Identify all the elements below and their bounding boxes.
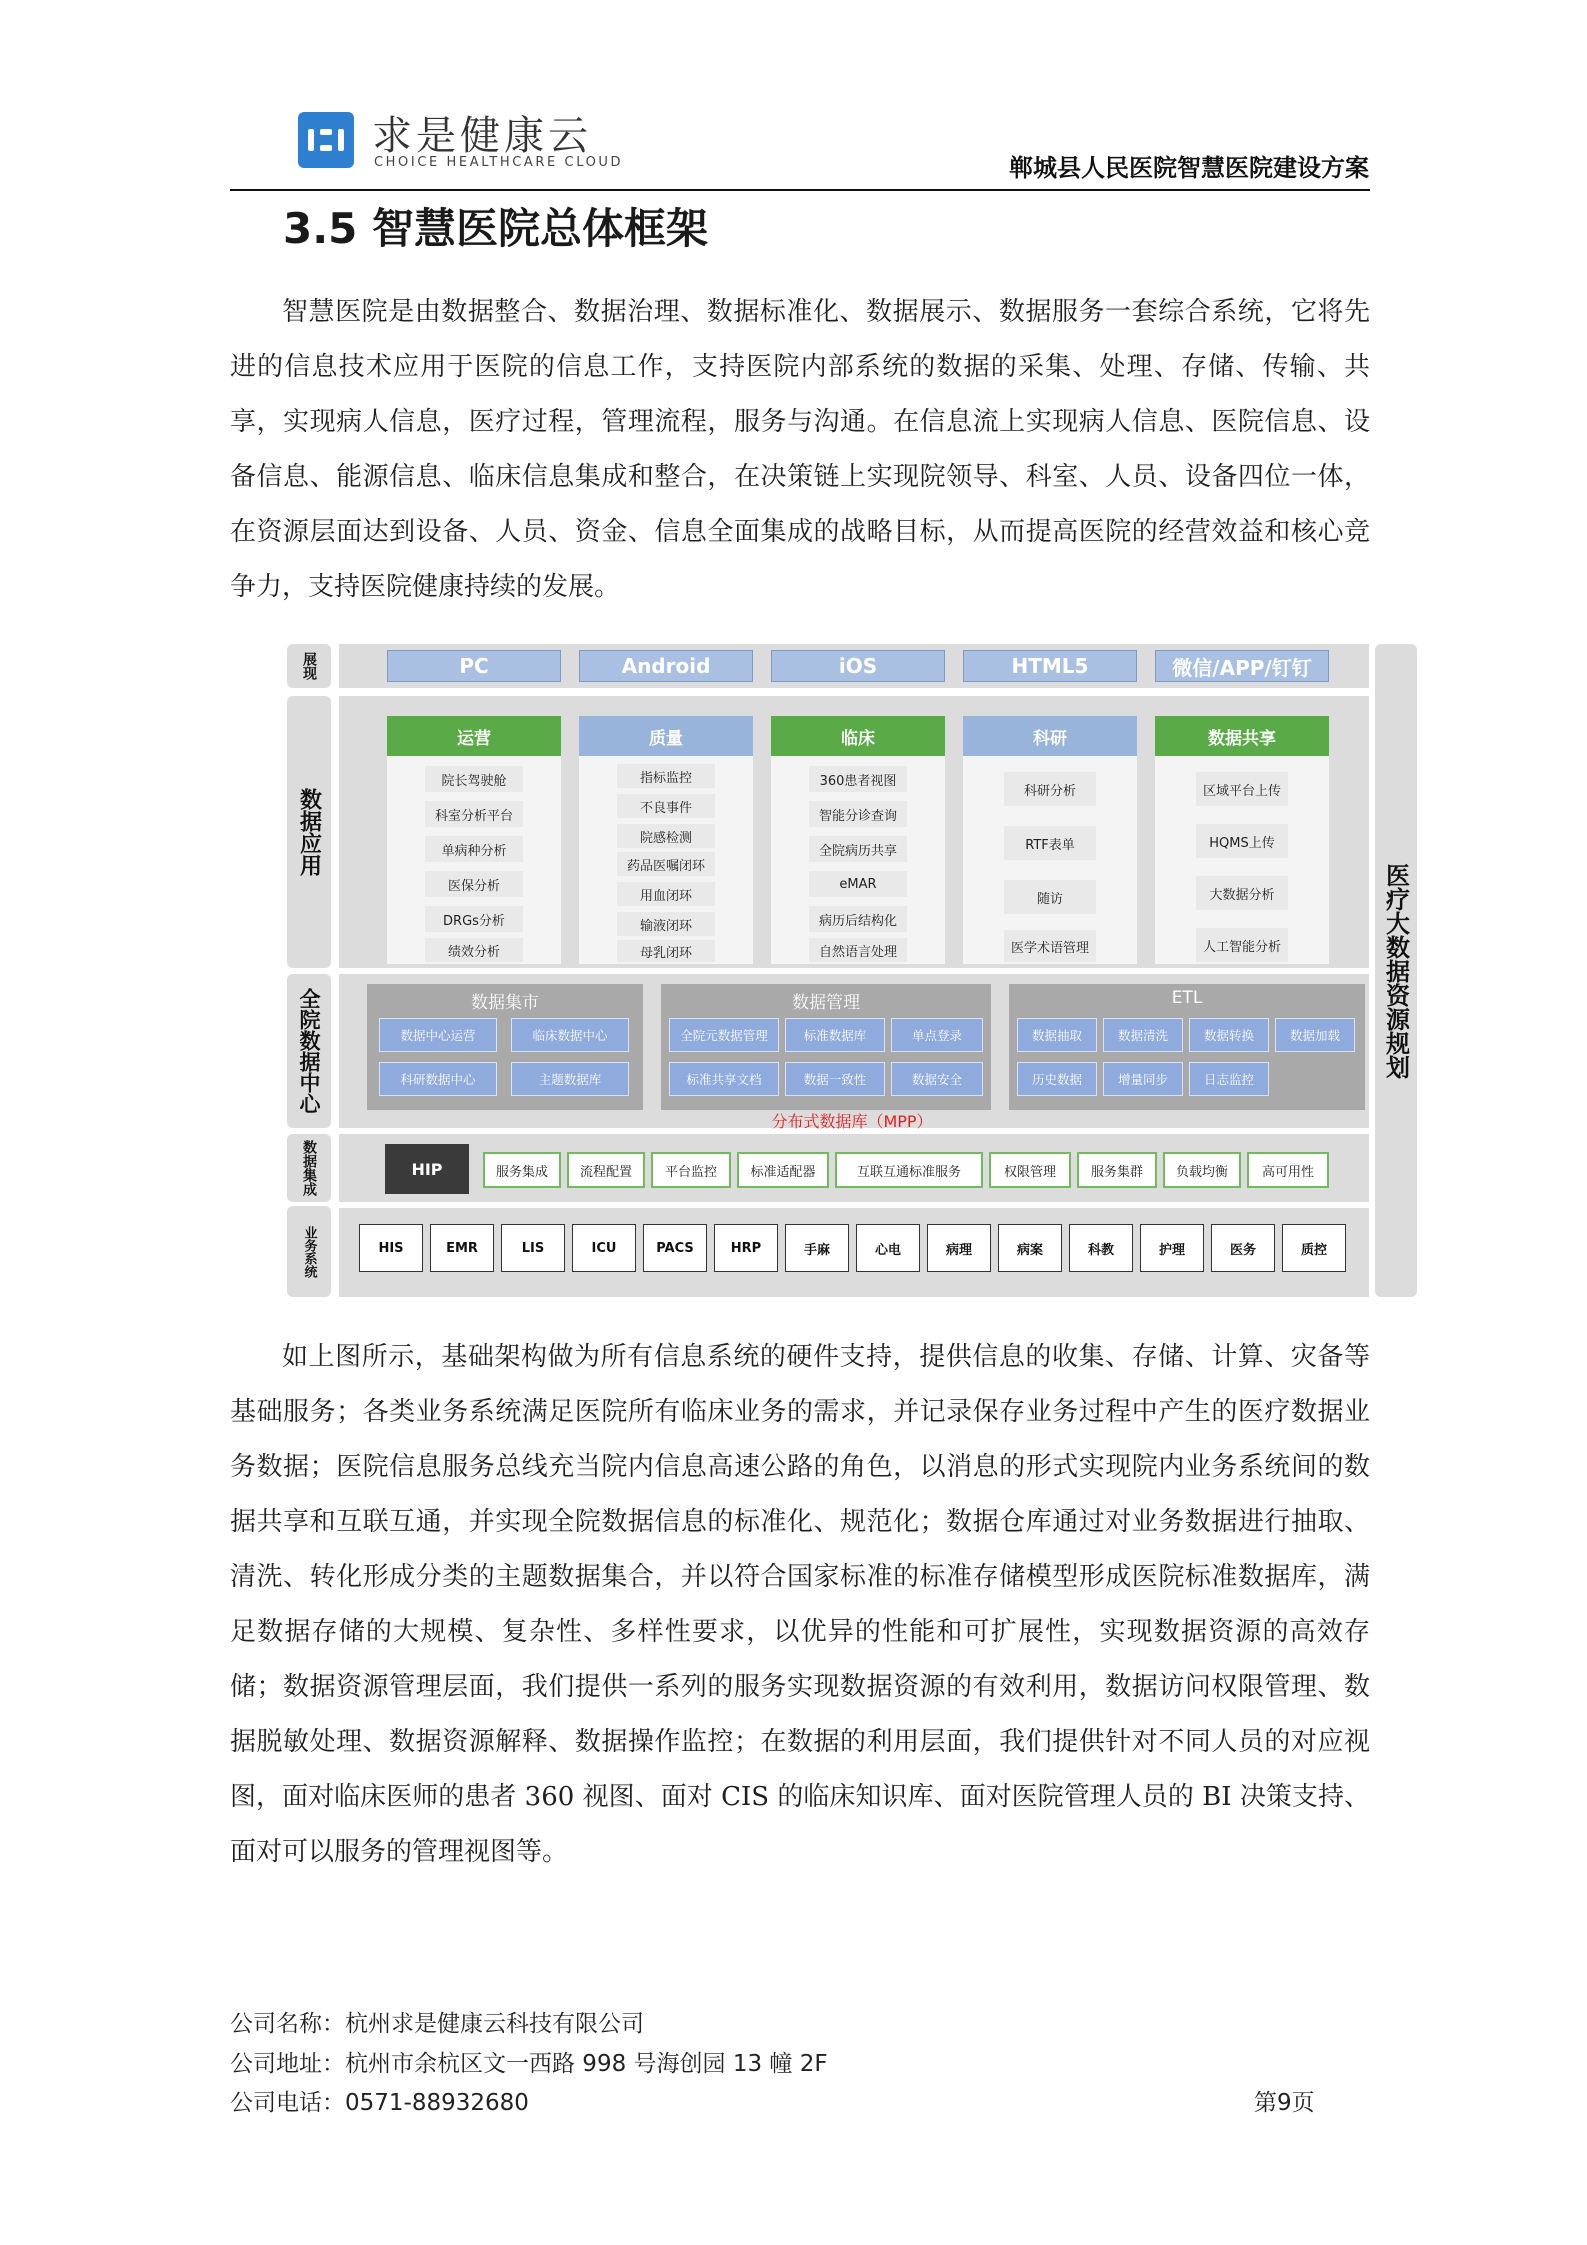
app-item: 病历后结构化	[809, 906, 907, 932]
app-item: 360患者视图	[809, 766, 907, 792]
dc-cell: 日志监控	[1189, 1062, 1269, 1096]
app-item: 大数据分析	[1196, 876, 1288, 910]
app-item: 全院病历共享	[809, 836, 907, 862]
layer-label-business: 业务系统	[287, 1206, 331, 1297]
app-item: 输液闭环	[617, 912, 715, 936]
integration-item: 权限管理	[989, 1152, 1071, 1188]
app-item: 随访	[1004, 880, 1096, 914]
integration-item: 服务集成	[483, 1152, 561, 1188]
hip-box: HIP	[385, 1144, 469, 1194]
integration-item: 负载均衡	[1163, 1152, 1241, 1188]
dc-group-title: 数据管理	[792, 993, 860, 1013]
integration-item: 标准适配器	[737, 1152, 829, 1188]
dc-group-datamanagement	[661, 984, 991, 1110]
dc-cell: 全院元数据管理	[669, 1018, 779, 1052]
app-item: 智能分诊查询	[809, 801, 907, 827]
footer-company-phone: 公司电话：0571-88932680	[230, 2090, 529, 2116]
biz-system: 心电	[856, 1224, 920, 1272]
app-item: HQMS上传	[1196, 824, 1288, 858]
dc-cell: 标准数据库	[785, 1018, 885, 1052]
logo-subtitle: CHOICE HEALTHCARE CLOUD	[374, 155, 624, 170]
paragraph-intro: 智慧医院是由数据整合、数据治理、数据标准化、数据展示、数据服务一套综合系统，它将先进的信息技术应用于医院的信息工作，支持医院内部系统的数据的采集、处理、存储、传输、共享，实现病人信息，医疗过程，管理流程，服务与沟通。在信息流上实现病人信息、医院信息、设备信息、能源信息、临床信息集成和整合，在决策链上实现院领导、科室、人员、设备四位一体，在资源层面达到设备、人员、资金、信息全面集成的战略目标，从而提高医院的经营效益和核心竞争力，支持医院健康持续的发展。	[230, 297, 1370, 602]
biz-system: 护理	[1140, 1224, 1204, 1272]
dc-cell: 标准共享文档	[669, 1062, 779, 1096]
app-item: 用血闭环	[617, 882, 715, 906]
integration-item: 高可用性	[1247, 1152, 1329, 1188]
dc-cell: 数据抽取	[1017, 1018, 1097, 1052]
section-title: 3.5 智慧医院总体框架	[283, 204, 709, 253]
architecture-diagram	[287, 644, 1417, 1297]
app-item: 绩效分析	[425, 938, 523, 962]
app-column-datasharing	[1155, 716, 1329, 964]
app-item: DRGs分析	[425, 906, 523, 932]
dc-cell: 增量同步	[1103, 1062, 1183, 1096]
app-item: 人工智能分析	[1196, 928, 1288, 962]
logo-name: 求是健康云	[372, 113, 592, 159]
app-item: 母乳闭环	[617, 940, 715, 962]
layer-label-display: 展现	[287, 644, 331, 688]
display-ios: iOS	[771, 650, 945, 682]
integration-item: 流程配置	[567, 1152, 645, 1188]
display-html5: HTML5	[963, 650, 1137, 682]
app-column-research	[963, 716, 1137, 964]
app-item: 药品医嘱闭环	[617, 852, 715, 876]
biz-system: 科教	[1069, 1224, 1133, 1272]
app-item: 单病种分析	[425, 836, 523, 862]
app-column-operations	[387, 716, 561, 964]
column-title: 运营	[387, 716, 561, 756]
biz-system: 病理	[927, 1224, 991, 1272]
column-title: 临床	[771, 716, 945, 756]
app-item: 区域平台上传	[1196, 772, 1288, 806]
biz-system: 病案	[998, 1224, 1062, 1272]
app-item: RTF表单	[1004, 826, 1096, 860]
biz-system: 质控	[1282, 1224, 1346, 1272]
footer-company-address: 公司地址：杭州市余杭区文一西路 998 号海创园 13 幢 2F	[230, 2051, 828, 2077]
biz-system: EMR	[430, 1224, 494, 1272]
column-title: 科研	[963, 716, 1137, 756]
app-item: 院长驾驶舱	[425, 766, 523, 792]
dc-cell: 历史数据	[1017, 1062, 1097, 1096]
integration-item: 平台监控	[651, 1152, 731, 1188]
dc-group-title: 数据集市	[471, 993, 539, 1013]
mpp-label: 分布式数据库（MPP）	[771, 1112, 933, 1131]
integration-item: 互联互通标准服务	[835, 1152, 983, 1188]
dc-cell: 数据转换	[1189, 1018, 1269, 1052]
biz-system: HRP	[714, 1224, 778, 1272]
app-item: 科室分析平台	[425, 801, 523, 827]
layer-label-integration: 数据集成	[287, 1134, 331, 1202]
dc-cell: 主题数据库	[511, 1062, 629, 1096]
page-number: 第9页	[1254, 2090, 1315, 2116]
dc-cell: 数据中心运营	[379, 1018, 497, 1052]
app-item: 医保分析	[425, 871, 523, 897]
biz-system: PACS	[643, 1224, 707, 1272]
biz-system: LIS	[501, 1224, 565, 1272]
app-item: 指标监控	[617, 764, 715, 788]
dc-cell: 科研数据中心	[379, 1062, 497, 1096]
biz-system: 手麻	[785, 1224, 849, 1272]
display-wechat-app: 微信/APP/钉钉	[1155, 650, 1329, 682]
dc-cell: 单点登录	[891, 1018, 983, 1052]
document-title: 郸城县人民医院智慧医院建设方案	[1009, 154, 1369, 182]
app-item: 自然语言处理	[809, 938, 907, 962]
company-logo-icon	[298, 112, 354, 168]
biz-system: ICU	[572, 1224, 636, 1272]
app-item: eMAR	[809, 871, 907, 897]
app-column-quality	[579, 716, 753, 964]
column-title: 数据共享	[1155, 716, 1329, 756]
biz-system: HIS	[359, 1224, 423, 1272]
dc-group-etl	[1009, 984, 1365, 1110]
dc-group-datamart	[367, 984, 643, 1110]
integration-item: 服务集群	[1077, 1152, 1157, 1188]
app-item: 院感检测	[617, 824, 715, 848]
app-item: 医学术语管理	[1004, 930, 1096, 962]
dc-cell: 数据清洗	[1103, 1018, 1183, 1052]
column-title: 质量	[579, 716, 753, 756]
biz-system: 医务	[1211, 1224, 1275, 1272]
right-label-bigdata: 医疗大数据资源规划	[1375, 644, 1417, 1297]
footer-company-name: 公司名称：杭州求是健康云科技有限公司	[230, 2011, 644, 2037]
layer-label-app: 数据应用	[287, 696, 331, 968]
dc-cell: 数据安全	[891, 1062, 983, 1096]
paragraph-explanation: 如上图所示，基础架构做为所有信息系统的硬件支持，提供信息的收集、存储、计算、灾备等基础服务；各类业务系统满足医院所有临床业务的需求，并记录保存业务过程中产生的医疗数据业务数据；医院信息服务总线充当院内信息高速公路的角色，以消息的形式实现院内业务系统间的数据共享和互联互通，并实现全院数据信息的标准化、规范化；数据仓库通过对业务数据进行抽取、清洗、转化形成分类的主题数据集合，并以符合国家标准的标准存储模型形成医院标准数据库，满足数据存储的大规模、复杂性、多样性要求，以优异的性能和可扩展性，实现数据资源的高效存储；数据资源管理层面，我们提供一系列的服务实现数据资源的有效利用，数据访问权限管理、数据脱敏处理、数据资源解释、数据操作监控；在数据的利用层面，我们提供针对不同人员的对应视图，面对临床医师的患者 360 视图、面对 CIS 的临床知识库、面对医院管理人员的 BI 决策支持、面对可以服务的管理视图等。	[230, 1342, 1370, 1867]
layer-label-datacenter: 全院数据中心	[287, 974, 331, 1128]
dc-cell: 数据一致性	[785, 1062, 885, 1096]
dc-group-title: ETL	[1171, 988, 1203, 1008]
dc-cell: 数据加载	[1275, 1018, 1355, 1052]
app-item: 科研分析	[1004, 772, 1096, 806]
display-pc: PC	[387, 650, 561, 682]
display-android: Android	[579, 650, 753, 682]
header-divider	[230, 189, 1370, 191]
app-item: 不良事件	[617, 794, 715, 818]
dc-cell: 临床数据中心	[511, 1018, 629, 1052]
app-column-clinical	[771, 716, 945, 964]
